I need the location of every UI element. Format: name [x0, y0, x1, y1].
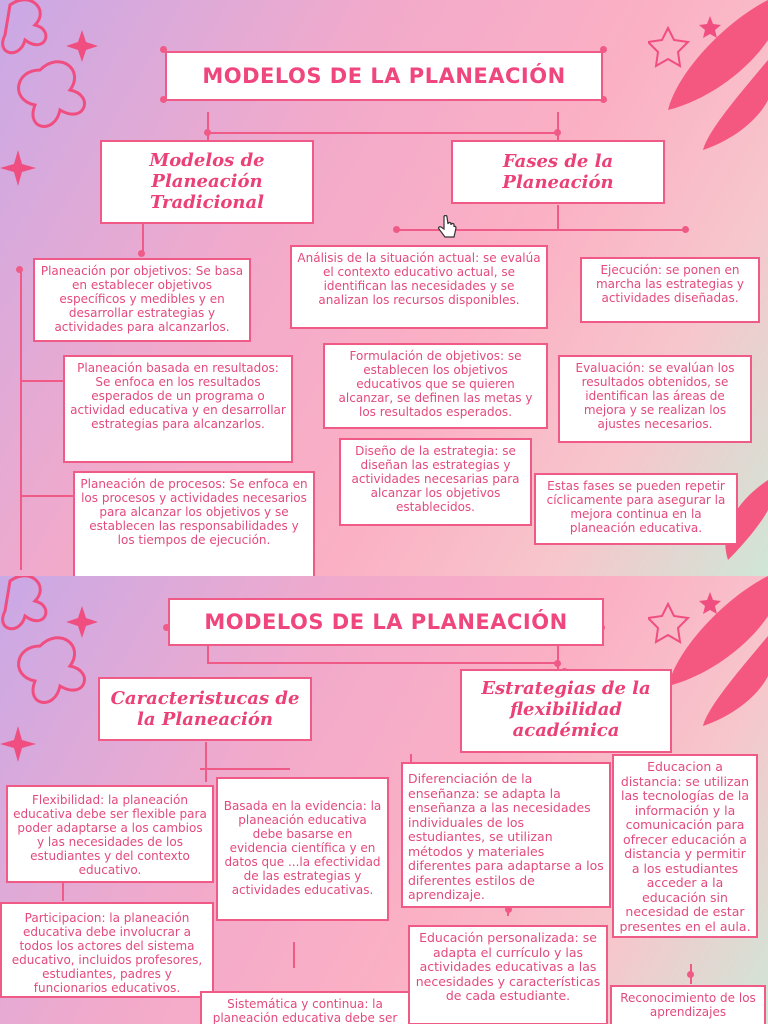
box-planeacion-resultados: Planeación basada en resultados: Se enfoca en los resultados esperados de un programa o actividad educativa y en desarrollar estrategias para alcanzarlos.: [63, 355, 293, 463]
heading-fases: Fases de la Planeación: [451, 140, 665, 204]
box-flexibilidad: Flexibilidad: la planeación educativa debe ser flexible para poder adaptarse a los cambios y las necesidades de los estudiantes y del contexto educativo.: [6, 785, 214, 883]
box-ejecucion: Ejecución: se ponen en marcha las estrategias y actividades diseñadas.: [580, 257, 760, 323]
box-educacion-distancia: Educacion a distancia: se utilizan las tecnologías de la información y la comunicación para ofrecer educación a distancia y permitir a los estudiantes acceder a la educación sin necesidad de estar presentes en el aula.: [612, 754, 758, 938]
heading-caracteristicas: Caracteristucas de la Planeación: [98, 677, 312, 741]
box-diferenciacion: Diferenciación de la enseñanza: se adapta la enseñanza a las necesidades individuales de los estudiantes, se utilizan métodos y materiales diferentes para adaptarse a los diferentes estilos de aprendizaje.: [401, 762, 611, 908]
box-sistematica: Sistemática y continua: la planeación educativa debe ser: [200, 991, 410, 1024]
box-reconocimiento: Reconocimiento de los aprendizajes: [610, 985, 766, 1024]
box-diseno: Diseño de la estrategia: se diseñan las estrategias y actividades necesarias para alcanzar los objetivos establecidos.: [339, 438, 532, 526]
box-ciclo: Estas fases se pueden repetir cíclicamente para asegurar la mejora continua en la planeación educativa.: [534, 473, 738, 545]
box-planeacion-procesos: Planeación de procesos: Se enfoca en los procesos y actividades necesarios para alcanzar los objetivos y se establecen las responsabilidades y los tiempos de ejecución.: [73, 471, 315, 576]
page-title: MODELOS DE LA PLANEACIÓN: [165, 51, 603, 101]
box-participacion: Participacion: la planeación educativa debe involucrar a todos los actores del sistema educativo, incluidos profesores, estudiantes, padres y funcionarios educativos.: [0, 902, 214, 998]
box-educacion-personalizada: Educación personalizada: se adapta el currículo y las actividades educativas a las necesidades y características de cada estudiante.: [408, 925, 608, 1024]
box-planeacion-objetivos: Planeación por objetivos: Se basa en establecer objetivos específicos y medibles y en desarrollar estrategias y actividades para alcanzarlos.: [33, 258, 251, 342]
box-formulacion: Formulación de objetivos: se establecen los objetivos educativos que se quieren alcanzar, se definen las metas y los resultados esperados.: [323, 343, 548, 429]
slide-2: [0, 576, 768, 1024]
heading-estrategias-flexibilidad: Estrategias de la flexibilidad académica: [460, 669, 672, 753]
box-evidencia: Basada en la evidencia: la planeación educativa debe basarse en evidencia científica y en datos que ...la efectividad de las estrategias y actividades educativas.: [216, 777, 389, 921]
box-analisis: Análisis de la situación actual: se evalúa el contexto educativo actual, se identifican las necesidades y se analizan los recursos disponibles.: [290, 245, 548, 329]
heading-modelos-tradicional: Modelos de Planeación Tradicional: [100, 140, 314, 224]
box-evaluacion: Evaluación: se evalúan los resultados obtenidos, se identifican las áreas de mejora y se realizan los ajustes necesarios.: [558, 355, 752, 443]
hand-cursor-icon: [437, 215, 459, 241]
page-title-2: MODELOS DE LA PLANEACIÓN: [168, 598, 604, 646]
